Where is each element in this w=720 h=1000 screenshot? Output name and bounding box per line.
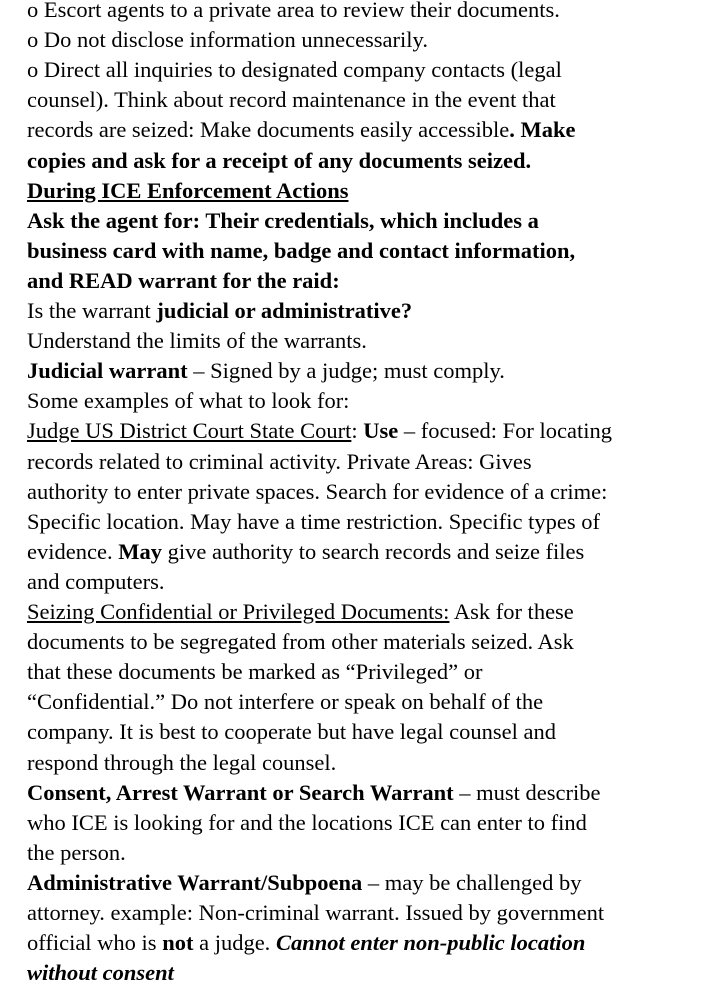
text-segment: judicial or administrative?	[156, 298, 413, 323]
text-segment: records are seized: Make documents easily accessible	[27, 117, 510, 143]
text-line	[27, 657, 714, 687]
text-segment: – focused: For locating	[398, 418, 612, 444]
text-line	[27, 537, 714, 567]
text-line	[27, 0, 714, 25]
text-segment: copies and ask for a receipt of any documents seized.	[27, 147, 532, 173]
text-segment: Specific location. May have a time restriction. Specific types of	[27, 508, 600, 534]
text-segment: o Do not disclose information unnecessarily.	[27, 27, 428, 53]
text-segment: counsel). Think about record maintenance in the event that	[27, 87, 556, 113]
text-line	[27, 266, 714, 296]
text-segment: not	[162, 930, 194, 956]
text-line	[27, 416, 714, 446]
text-line	[27, 55, 714, 85]
text-line	[27, 386, 714, 416]
text-segment: :	[351, 418, 364, 444]
text-line	[27, 838, 714, 868]
text-segment: Cannot enter non-public location	[275, 930, 586, 956]
text-line	[27, 236, 714, 266]
text-segment: o Direct all inquiries to designated company contacts (legal	[27, 57, 562, 83]
text-line	[27, 808, 714, 838]
text-segment: give authority to search records and seize files	[161, 538, 585, 564]
text-line	[27, 567, 714, 597]
text-segment: and READ warrant for the raid:	[27, 267, 340, 293]
text-line	[27, 717, 714, 747]
text-line	[27, 356, 714, 386]
text-line	[27, 898, 714, 928]
text-segment: – Signed by a judge; must comply.	[187, 358, 505, 384]
text-segment: business card with name, badge and contact information,	[27, 237, 576, 263]
text-segment: Is the warrant	[27, 298, 157, 323]
text-segment: Judge US District Court State Court	[27, 418, 352, 444]
text-segment: evidence.	[27, 538, 119, 564]
text-segment: . Make	[509, 117, 576, 143]
text-segment: Consent, Arrest Warrant or Search Warrant	[27, 779, 454, 805]
text-line	[27, 928, 714, 958]
text-line	[27, 597, 714, 627]
text-segment: During ICE Enforcement Actions	[27, 177, 349, 203]
text-segment: Understand the limits of the warrants.	[27, 328, 367, 354]
text-line	[27, 115, 714, 145]
text-segment: “Confidential.” Do not interfere or speak on behalf of the	[27, 689, 544, 715]
text-line	[27, 176, 714, 206]
text-segment: – must describe	[453, 779, 601, 805]
text-line	[27, 296, 714, 326]
text-line	[27, 25, 714, 55]
text-line	[27, 627, 714, 657]
text-segment: the person.	[27, 839, 126, 865]
text-segment: Ask for these	[449, 599, 574, 624]
text-line	[27, 778, 714, 808]
text-line	[27, 326, 714, 356]
text-line	[27, 146, 714, 176]
text-segment: attorney. example: Non-criminal warrant. Issued by government	[27, 900, 605, 925]
text-segment: official who is	[27, 930, 163, 956]
text-line	[27, 748, 714, 778]
text-segment: – may be challenged by	[362, 869, 582, 895]
text-line	[27, 687, 714, 717]
text-segment: o Escort agents to a private area to review their documents.	[27, 0, 560, 22]
text-line	[27, 477, 714, 507]
text-line	[27, 868, 714, 898]
text-segment: who ICE is looking for and the locations ICE can enter to find	[27, 809, 587, 835]
text-line	[27, 206, 714, 236]
text-segment: Administrative Warrant/Subpoena	[27, 869, 363, 895]
text-line	[27, 507, 714, 537]
text-segment: respond through the legal counsel.	[27, 749, 337, 775]
text-segment: May	[118, 538, 162, 564]
text-segment: records related to criminal activity. Private Areas: Gives	[27, 448, 532, 474]
text-segment: Seizing Confidential or Privileged Documents:	[27, 599, 450, 624]
text-segment: documents to be segregated from other materials seized. Ask	[27, 629, 574, 655]
text-line	[27, 85, 714, 115]
text-segment: and computers.	[27, 568, 165, 594]
text-segment: Some examples of what to look for:	[27, 388, 350, 414]
text-segment: a judge.	[193, 930, 276, 956]
text-line	[27, 958, 714, 988]
text-segment: that these documents be marked as “Privileged” or	[27, 659, 483, 685]
text-segment: authority to enter private spaces. Search for evidence of a crime:	[27, 478, 608, 504]
text-segment: Use	[363, 418, 399, 444]
text-segment: Ask the agent for: Their credentials, which includes a	[27, 207, 539, 233]
text-segment: without consent	[27, 960, 174, 986]
text-line	[27, 447, 714, 477]
text-segment: company. It is best to cooperate but have legal counsel and	[27, 719, 556, 745]
text-segment: Judicial warrant	[27, 358, 188, 384]
